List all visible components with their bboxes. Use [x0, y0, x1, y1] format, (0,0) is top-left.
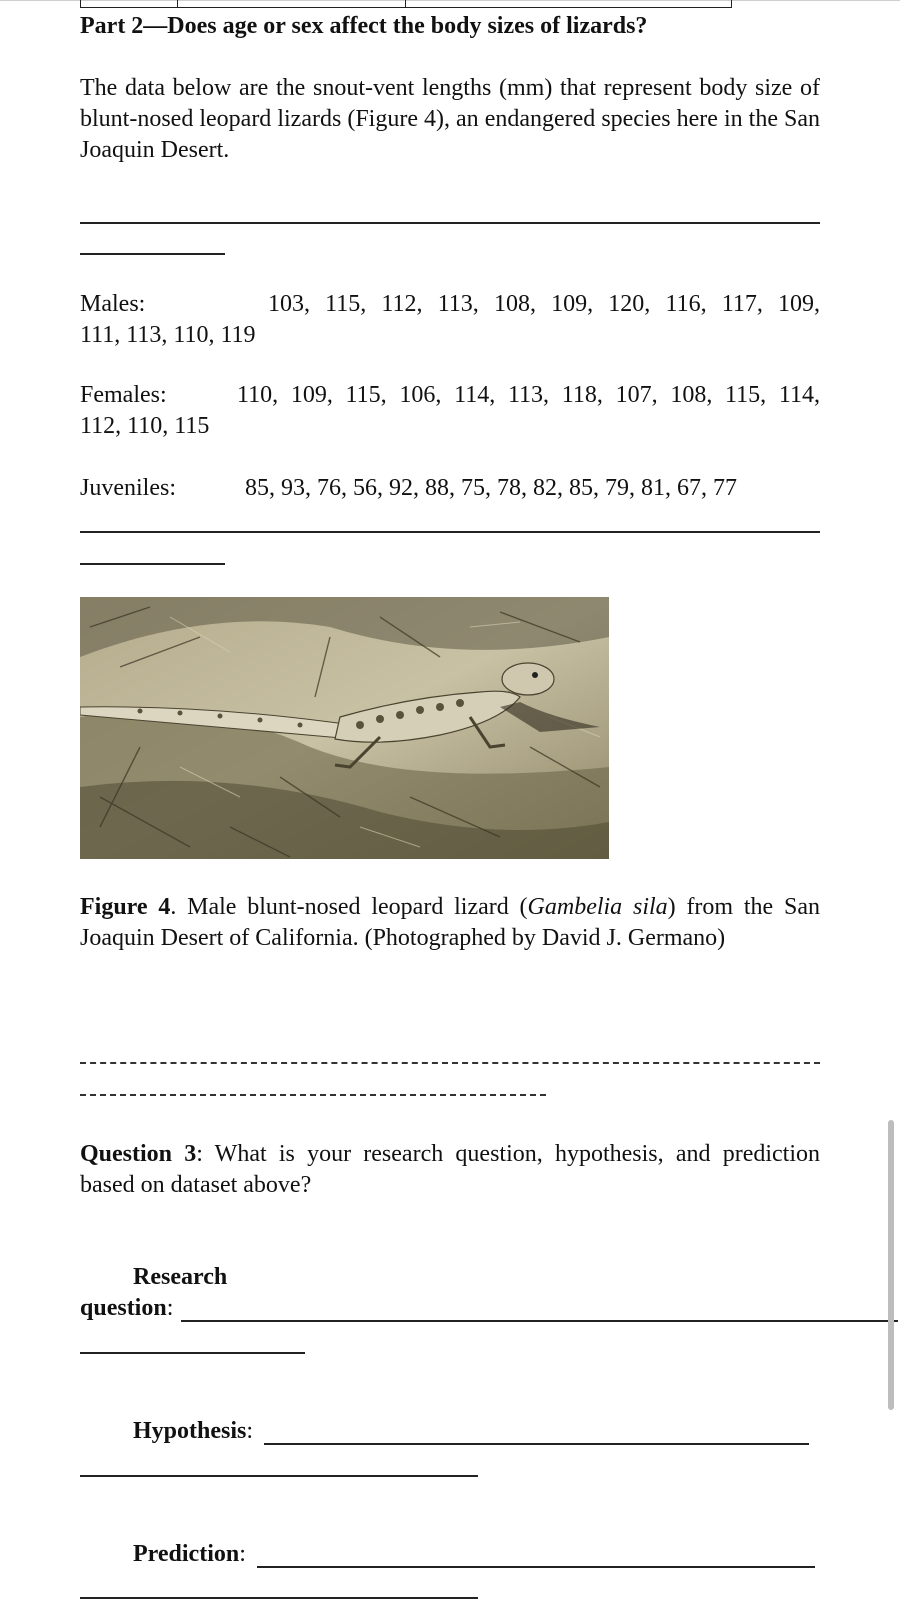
females-values-line2: 112, 110, 115 — [80, 413, 210, 439]
dashed-separator — [80, 1094, 546, 1096]
hypothesis-colon: : — [246, 1418, 254, 1444]
prediction-field[interactable] — [133, 1539, 820, 1570]
prediction-answer-line-2 — [80, 1597, 478, 1599]
answer-line — [80, 563, 225, 565]
females-values-line1: 110, 109, 115, 106, 114, 113, 118, 107, 108, 115, 114, — [237, 382, 820, 408]
males-data — [80, 289, 820, 351]
dashed-separator — [80, 1062, 820, 1064]
table-column-divider — [177, 0, 178, 7]
hypothesis-answer-line — [264, 1443, 809, 1445]
figure-label: Figure 4 — [80, 894, 171, 920]
hypothesis-label: Hypothesis — [133, 1418, 247, 1444]
lizard-photo — [80, 597, 609, 859]
question-3 — [80, 1139, 820, 1201]
answer-line — [80, 222, 820, 224]
answer-line — [80, 253, 225, 255]
juveniles-label: Juveniles: — [80, 475, 176, 501]
research-question-field[interactable] — [80, 1293, 820, 1324]
females-label: Females: — [80, 382, 167, 408]
table-bottom-fragment — [80, 0, 732, 8]
table-column-divider — [405, 0, 406, 7]
prediction-label: Prediction — [133, 1541, 240, 1567]
males-values-line1: 103, 115, 112, 113, 108, 109, 120, 116, 117, 109, — [268, 291, 820, 317]
prediction-answer-line — [257, 1566, 815, 1568]
scrollbar-thumb[interactable] — [888, 1120, 894, 1410]
research-answer-line-2 — [80, 1352, 305, 1354]
research-colon: : — [166, 1295, 174, 1321]
part-heading: Part 2—Does age or sex affect the body sizes of lizards? — [80, 13, 648, 39]
females-data — [80, 380, 820, 442]
hypothesis-field[interactable] — [133, 1416, 820, 1447]
figure-caption — [80, 892, 820, 954]
prediction-colon: : — [239, 1541, 246, 1567]
males-values-line2: 111, 113, 110, 119 — [80, 322, 256, 348]
juveniles-data — [80, 473, 840, 504]
research-answer-line — [181, 1320, 898, 1322]
males-label: Males: — [80, 291, 146, 317]
hypothesis-answer-line-2 — [80, 1475, 478, 1477]
caption-post: ) from the San Joaquin Desert of California. (Photographed by David J. Germano) — [80, 894, 820, 951]
caption-pre: . Male blunt-nosed leopard lizard ( — [170, 894, 528, 920]
species-name: Gambelia sila — [527, 894, 668, 920]
research-label-line1: Research — [133, 1264, 228, 1290]
intro-paragraph: The data below are the snout-vent lengths (mm) that represent body size of blunt-nosed leopard lizards (Figure 4), an endangered species here in the San Joaquin Desert. — [80, 75, 820, 163]
juveniles-values: 85, 93, 76, 56, 92, 88, 75, 78, 82, 85, 79, 81, 67, 77 — [245, 475, 737, 501]
research-label-line2: question — [80, 1295, 167, 1321]
answer-line — [80, 531, 820, 533]
question-text: : What is your research question, hypothesis, and prediction based on dataset above? — [80, 1141, 821, 1198]
question-label: Question 3 — [80, 1141, 197, 1167]
